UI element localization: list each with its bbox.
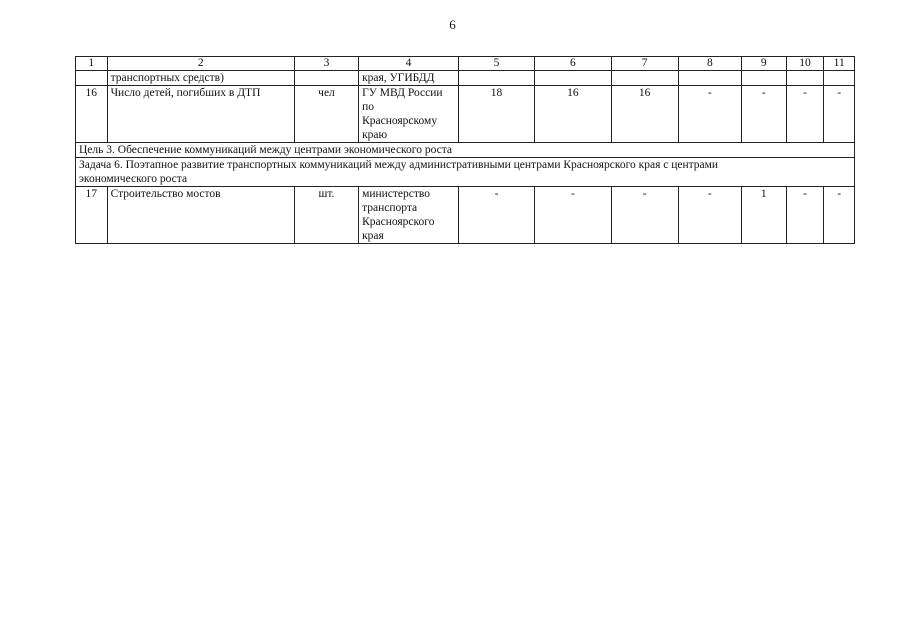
- table-row-continuation: [76, 71, 855, 86]
- indicator-cell: Число детей, погибших в ДТП: [107, 86, 294, 143]
- value-cell: 16: [535, 86, 611, 143]
- indicators-table: [75, 56, 855, 244]
- unit-cell: чел: [294, 86, 358, 143]
- task-row: [76, 158, 855, 187]
- source-cell: края, УГИБДД: [359, 71, 459, 86]
- header-cell: 5: [458, 57, 534, 71]
- value-cell: 18: [458, 86, 534, 143]
- goal-row: [76, 143, 855, 158]
- value-cell: -: [678, 187, 741, 244]
- header-cell: 8: [678, 57, 741, 71]
- row-number: 16: [76, 86, 108, 143]
- source-line: министерство: [362, 188, 431, 200]
- indicator-cell: транспортных средств): [107, 71, 294, 86]
- value-cell: -: [535, 187, 611, 244]
- source-cell: [359, 187, 459, 244]
- task-line: Задача 6. Поэтапное развитие транспортных коммуникаций между административными центрами Красноярского края с центрами: [79, 159, 719, 171]
- header-cell: 6: [535, 57, 611, 71]
- value-cell: -: [786, 86, 824, 143]
- header-cell: 3: [294, 57, 358, 71]
- unit-cell: шт.: [294, 187, 358, 244]
- table-row-16: [76, 86, 855, 143]
- value-cell: -: [678, 86, 741, 143]
- value-cell: 16: [611, 86, 678, 143]
- value-cell: -: [824, 86, 855, 143]
- source-line: по: [362, 101, 374, 113]
- indicator-cell: Строительство мостов: [107, 187, 294, 244]
- source-cell: [359, 86, 459, 143]
- source-line: Красноярскому: [362, 115, 438, 127]
- value-cell: -: [824, 187, 855, 244]
- source-line: транспорта: [362, 202, 418, 214]
- header-cell: 9: [741, 57, 786, 71]
- value-cell: 1: [741, 187, 786, 244]
- source-line: ГУ МВД России: [362, 87, 443, 99]
- value-cell: -: [458, 187, 534, 244]
- source-line: краю: [362, 129, 388, 141]
- value-cell: -: [611, 187, 678, 244]
- value-cell: -: [786, 187, 824, 244]
- header-row: [76, 57, 855, 71]
- task-6-text: [76, 158, 855, 187]
- header-cell: 2: [107, 57, 294, 71]
- goal-3-text: Цель 3. Обеспечение коммуникаций между центрами экономического роста: [76, 143, 855, 158]
- header-cell: 7: [611, 57, 678, 71]
- source-line: Красноярского: [362, 216, 435, 228]
- header-cell: 10: [786, 57, 824, 71]
- source-line: края: [362, 230, 384, 242]
- table-row-17: [76, 187, 855, 244]
- value-cell: -: [741, 86, 786, 143]
- row-number: 17: [76, 187, 108, 244]
- header-cell: 1: [76, 57, 108, 71]
- header-cell: 4: [359, 57, 459, 71]
- task-line: экономического роста: [79, 173, 188, 185]
- header-cell: 11: [824, 57, 855, 71]
- page-number: 6: [449, 17, 456, 32]
